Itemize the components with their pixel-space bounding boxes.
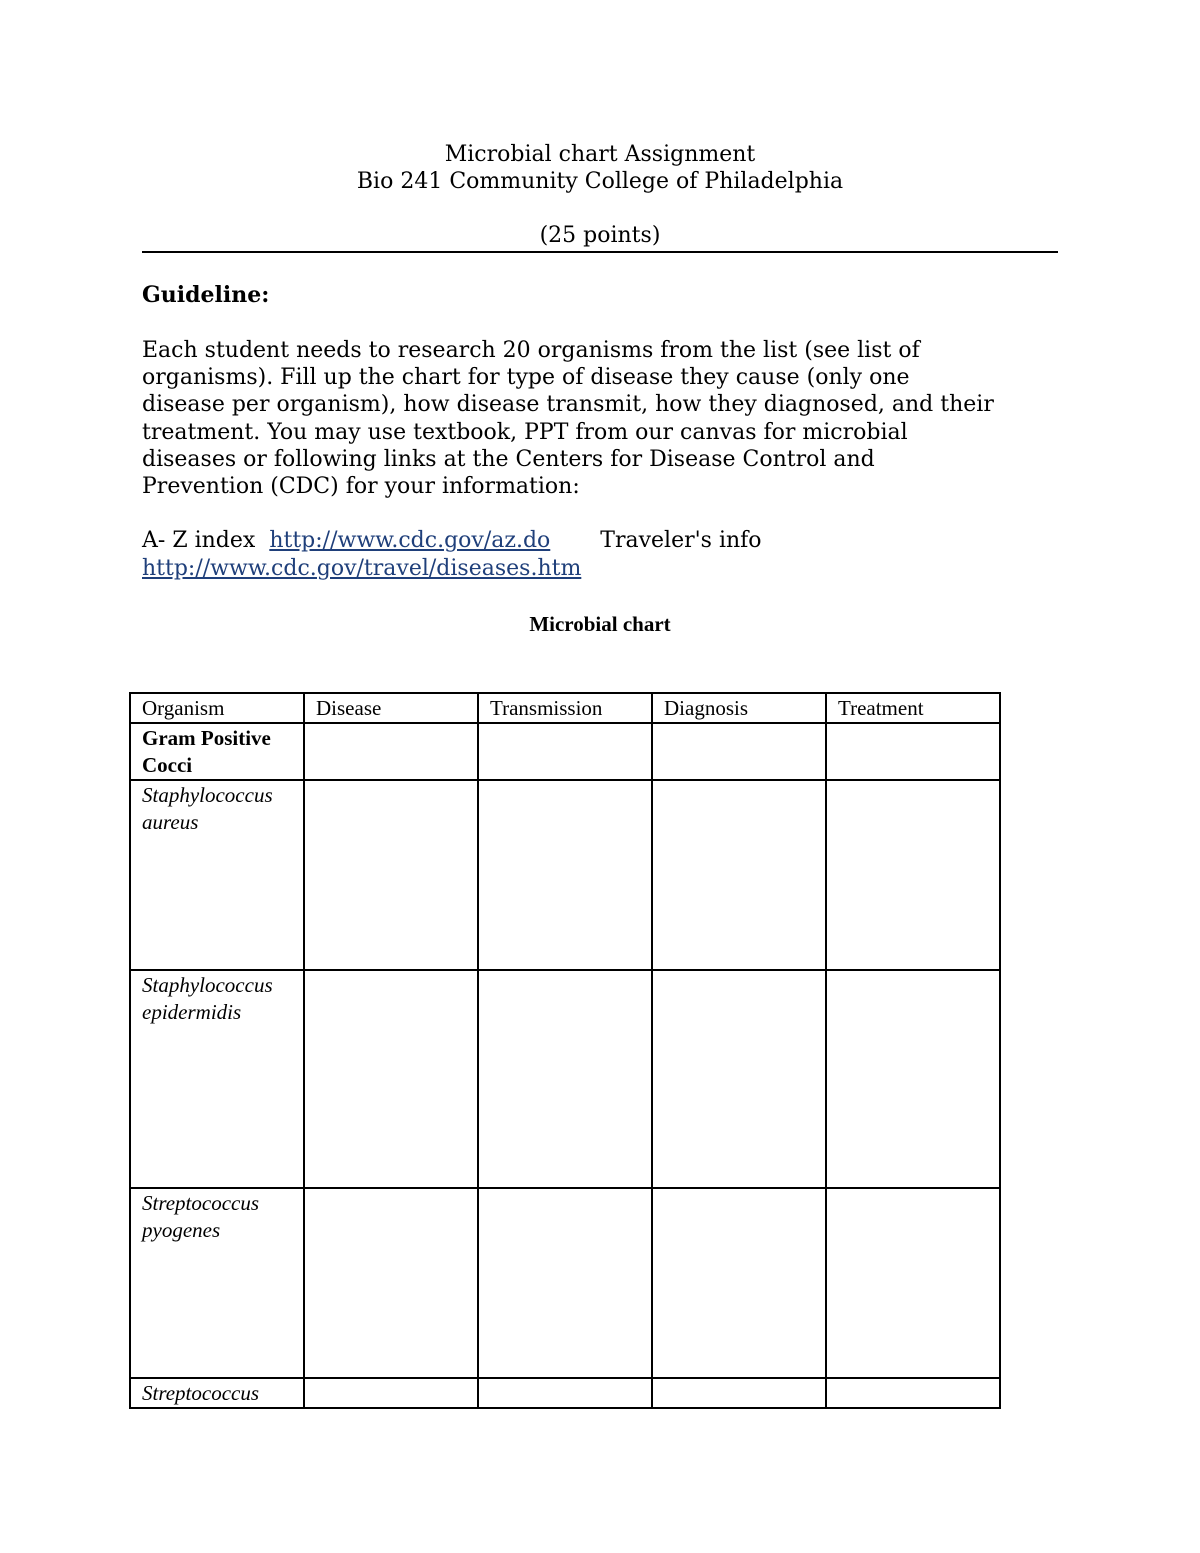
diagnosis-cell[interactable] <box>652 1378 826 1408</box>
organism-cell: Staphylococcus aureus <box>130 780 304 970</box>
treatment-cell[interactable] <box>826 1188 1000 1378</box>
organism-cell: Streptococcus <box>130 1378 304 1408</box>
table-header-row <box>130 693 1000 723</box>
points-label: (25 points) <box>539 223 661 248</box>
header-rule <box>142 251 1058 253</box>
organism-cell: Streptococcus pyogenes <box>130 1188 304 1378</box>
microbial-chart-table <box>129 692 1001 1409</box>
disease-cell[interactable] <box>304 780 478 970</box>
diagnosis-cell[interactable] <box>652 1188 826 1378</box>
treatment-cell[interactable] <box>826 1378 1000 1408</box>
diagnosis-cell[interactable] <box>652 723 826 780</box>
column-header-disease: Disease <box>304 693 478 723</box>
travel-info-label: Traveler's info <box>600 528 762 553</box>
column-header-diagnosis: Diagnosis <box>652 693 826 723</box>
table-row <box>130 1378 1000 1408</box>
travel-diseases-link[interactable]: http://www.cdc.gov/travel/diseases.htm <box>142 556 582 581</box>
az-index-label: A- Z index <box>142 528 256 553</box>
transmission-cell[interactable] <box>478 1188 652 1378</box>
course-name: Bio 241 Community College of Philadelphia <box>356 169 844 194</box>
diagnosis-cell[interactable] <box>652 780 826 970</box>
table-row <box>130 780 1000 970</box>
reference-links <box>142 527 1072 583</box>
table-row <box>130 970 1000 1188</box>
transmission-cell[interactable] <box>478 780 652 970</box>
assignment-title: Microbial chart Assignment <box>444 142 756 167</box>
az-index-link[interactable]: http://www.cdc.gov/az.do <box>269 528 551 553</box>
organism-cell: Gram Positive Cocci <box>130 723 304 780</box>
disease-cell[interactable] <box>304 1188 478 1378</box>
disease-cell[interactable] <box>304 1378 478 1408</box>
disease-cell[interactable] <box>304 970 478 1188</box>
column-header-treatment: Treatment <box>826 693 1000 723</box>
treatment-cell[interactable] <box>826 780 1000 970</box>
table-row <box>130 1188 1000 1378</box>
table-row <box>130 723 1000 780</box>
document-header <box>142 141 1058 249</box>
column-header-transmission: Transmission <box>478 693 652 723</box>
column-header-organism: Organism <box>130 693 304 723</box>
guideline-heading: Guideline: <box>142 282 270 308</box>
transmission-cell[interactable] <box>478 1378 652 1408</box>
guideline-paragraph: Each student needs to research 20 organisms from the list (see list of organisms). Fill up the chart for type of disease they cause (only one disease per organism), how disease transmit, how they diagnosed, and their treatment. You may use textbook, PPT from our canvas for microbial diseases or following links at the Centers for Disease Control and Prevention (CDC) for your information: <box>142 338 994 500</box>
treatment-cell[interactable] <box>826 970 1000 1188</box>
chart-title: Microbial chart <box>529 612 671 636</box>
diagnosis-cell[interactable] <box>652 970 826 1188</box>
treatment-cell[interactable] <box>826 723 1000 780</box>
transmission-cell[interactable] <box>478 970 652 1188</box>
transmission-cell[interactable] <box>478 723 652 780</box>
organism-cell: Staphylococcus epidermidis <box>130 970 304 1188</box>
disease-cell[interactable] <box>304 723 478 780</box>
